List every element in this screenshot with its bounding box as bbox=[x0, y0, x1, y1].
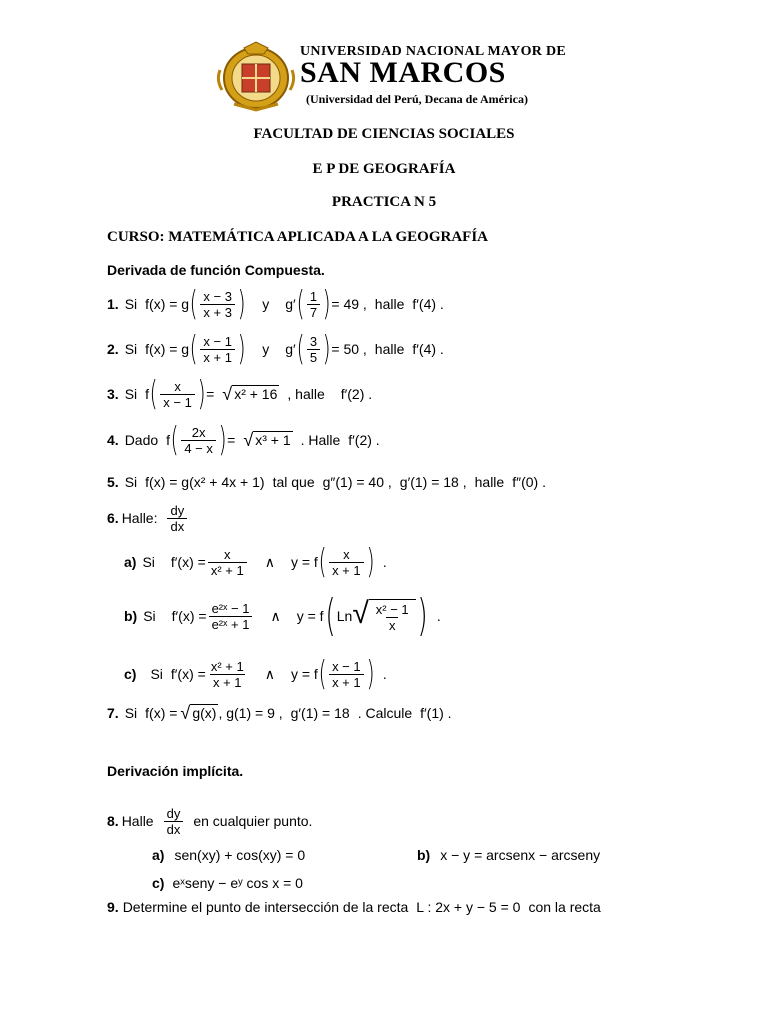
school-title: E P DE GEOGRAFÍA bbox=[312, 161, 456, 177]
problem-2: 2. Si f(x) = g ( $\frac{x - 1}{x + 1}$ ) y g′ ( $\frac{3}{5}$ ) = 50 , halle f′(4) . bbox=[107, 329, 444, 369]
course-title: CURSO: MATEMÁTICA APLICADA A LA GEOGRAFÍA bbox=[107, 229, 489, 245]
problem-3: 3. Si f ( $\frac{x}{x - 1}$ ) = √ x² + 16 , halle f′(2) . bbox=[107, 374, 373, 414]
problem-8b: b) x − y = arcsenx − arcseny bbox=[417, 847, 601, 863]
section-title-compound: Derivada de función Compuesta. bbox=[107, 262, 325, 278]
problem-5: 5. Si f(x) = g(x² + 4x + 1) tal que g″(1) = 40 , g′(1) = 18 , halle f″(0) . bbox=[107, 474, 546, 490]
university-name-line2: SAN MARCOS bbox=[300, 56, 506, 89]
faculty-title: FACULTAD DE CIENCIAS SOCIALES bbox=[253, 126, 515, 142]
problem-6: 6. Halle: $\frac{dy}{dx}$ bbox=[107, 500, 189, 536]
problem-4: 4. Dado f ( $\frac{2x}{4 - x}$ ) = √ x³ + 1 . Halle f′(2) . bbox=[107, 420, 380, 460]
university-name-line1: UNIVERSIDAD NACIONAL MAYOR DE bbox=[300, 44, 567, 59]
university-seal bbox=[214, 40, 298, 112]
practice-title: PRACTICA N 5 bbox=[331, 194, 437, 210]
problem-6b: b) Si f′(x) = $\frac{\text{e²ˣ − 1}}{\text{e²ˣ + 1}}$ ∧ y = f ( Ln √ $\frac{\text{x² − 1}}{x}$ ) . bbox=[124, 590, 441, 641]
problem-6a: a) Si f′(x) = $\frac{x}{\text{x² + 1}}$ ∧ y = f ( $\frac{x}{x + 1}$ ) . bbox=[124, 542, 387, 582]
university-name-line3: (Universidad del Perú, Decana de América) bbox=[306, 92, 528, 106]
problem-1: 1. Si f(x) = g ( $\frac{x - 3}{x + 3}$ ) y g′ ( $\frac{1}{7}$ ) = 49 , halle f′(4) . bbox=[107, 284, 444, 324]
problem-8c: c) eˣseny − eʸ cos x = 0 bbox=[152, 875, 303, 891]
section-title-implicit: Derivación implícita. bbox=[107, 763, 244, 779]
problem-7: 7. Si f(x) = √ g(x) , g(1) = 9 , g′(1) = 18 . Calcule f′(1) . bbox=[107, 703, 452, 723]
square-root: √ x² + 16 bbox=[222, 384, 278, 404]
fraction: $\frac{x - 3}{x + 3}$ bbox=[200, 289, 235, 320]
problem-8: 8. Halle $\frac{dy}{dx}$ en cualquier punto. bbox=[107, 805, 313, 837]
problem-9: 9. Determine el punto de intersección de la recta L : 2x + y − 5 = 0 con la recta bbox=[107, 899, 601, 915]
problem-8a: a) sen(xy) + cos(xy) = 0 bbox=[152, 847, 306, 863]
problem-6c: c) Si f′(x) = $\frac{\text{x² + 1}}{x + 1}$ ∧ y = f ( $\frac{x - 1}{x + 1}$ ) . bbox=[124, 654, 387, 694]
